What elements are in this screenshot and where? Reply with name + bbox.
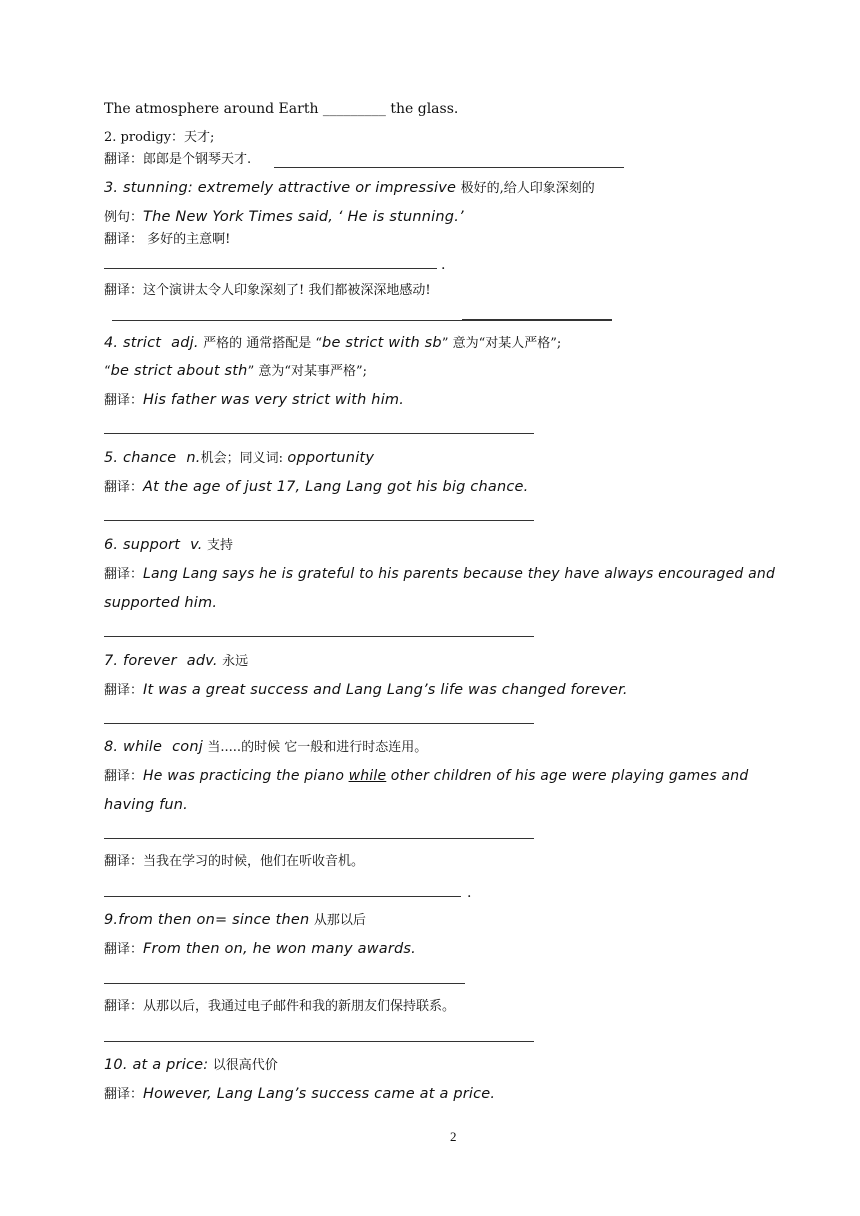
item-10-phrase: 10. at a price: — [104, 1057, 209, 1073]
item-5-translation — [104, 478, 528, 497]
item-8-word: 8. while — [104, 739, 163, 755]
answer-period: . — [441, 257, 446, 273]
answer-line — [104, 520, 534, 521]
item-9-translation-2: 翻译：从那以后，我通过电子邮件和我的新朋友们保持联系。 — [104, 999, 456, 1014]
item-10-heading — [104, 1056, 278, 1075]
example-text: The New York Times said, ‘ He is stunning.’ — [143, 209, 464, 225]
item-3-translation-1: 翻译： 多好的主意啊! — [104, 232, 231, 247]
item-4-translation — [104, 391, 404, 410]
answer-line — [104, 983, 465, 984]
item-4-collocation: be strict with sb — [322, 335, 442, 351]
item-3-translation-2: 翻译：这个演讲太令人印象深刻了! 我们都被深深地感动! — [104, 283, 431, 298]
item-4-second-collocation — [104, 362, 367, 381]
item-3-definition: 3. stunning: extremely attractive or impressive — [104, 180, 457, 196]
translate-text: However, Lang Lang’s success came at a price. — [143, 1086, 496, 1102]
underlined-while: while — [348, 768, 387, 784]
answer-line — [104, 838, 534, 839]
translate-text: Lang Lang says he is grateful to his parents because they have always encouraged and — [143, 566, 776, 582]
open-quote: “ — [104, 364, 111, 379]
translate-label: 翻译： — [104, 567, 144, 582]
item-4-heading — [104, 334, 561, 353]
item-7-pos: adv. — [186, 653, 218, 669]
item-6-word: 6. support — [104, 537, 181, 553]
translate-text: He was practicing the piano — [143, 768, 345, 784]
example-label: 例句： — [104, 210, 144, 225]
item-7-translation — [104, 681, 628, 700]
answer-line — [104, 433, 534, 434]
translate-text: It was a great success and Lang Lang’s life was changed forever. — [143, 682, 628, 698]
item-8-translation-2: 翻译：当我在学习的时候，他们在听收音机。 — [104, 854, 365, 869]
item-7-heading — [104, 652, 248, 671]
item-9-meaning: 从那以后 — [313, 913, 366, 928]
item-3-meaning: 极好的,给人印象深刻的 — [460, 181, 595, 196]
item-2-heading: 2. prodigy：天才; — [104, 130, 215, 145]
translate-text: His father was very strict with him. — [143, 392, 405, 408]
page-number: 2 — [450, 1129, 457, 1144]
answer-line — [104, 723, 534, 724]
item-8-pos: conj — [172, 739, 203, 755]
item-8-heading — [104, 738, 427, 757]
item-7-word: 7. forever — [104, 653, 177, 669]
translate-label: 翻译： — [104, 1087, 144, 1102]
item-6-translation-cont: supported him. — [104, 595, 218, 611]
item-10-meaning: 以很高代价 — [212, 1058, 278, 1073]
sentence-glass: The atmosphere around Earth _________ the glass. — [104, 101, 459, 117]
answer-period: . — [467, 885, 472, 901]
item-8-translation — [104, 767, 748, 786]
item-9-phrase: 9.from then on= since then — [104, 912, 310, 928]
item-6-pos: v. — [190, 537, 203, 553]
item-4-word: 4. strict — [104, 335, 162, 351]
item-10-translation — [104, 1085, 495, 1104]
item-2-translation: 翻译：郎郎是个钢琴天才. — [104, 152, 252, 167]
translate-text: From then on, he won many awards. — [143, 941, 416, 957]
item-3-example — [104, 208, 464, 227]
item-5-pos: n. — [186, 450, 201, 466]
translate-label: 翻译： — [104, 683, 144, 698]
item-4-collocation-meaning: ” 意为“对某人严格”; — [441, 336, 562, 351]
answer-line — [104, 268, 437, 269]
answer-line — [104, 636, 534, 637]
item-4-collocation-2: be strict about sth — [110, 363, 248, 379]
item-5-synonym: opportunity — [287, 450, 375, 466]
item-4-meaning: 严格的 通常搭配是 “ — [203, 336, 323, 351]
item-8-meaning: 当.....的时候 它一般和进行时态连用。 — [207, 740, 428, 755]
item-4-collocation-2-meaning: ” 意为“对某事严格”; — [247, 364, 368, 379]
item-4-pos: adj. — [171, 335, 199, 351]
item-9-translation — [104, 940, 416, 959]
translate-label: 翻译： — [104, 393, 144, 408]
item-6-heading — [104, 536, 233, 555]
translate-label: 翻译： — [104, 480, 144, 495]
item-5-word: 5. chance — [104, 450, 177, 466]
answer-line — [462, 319, 612, 321]
answer-line — [104, 1041, 534, 1042]
answer-line — [274, 167, 624, 168]
item-3-heading — [104, 179, 595, 198]
item-6-meaning: 支持 — [207, 538, 234, 553]
translate-text: At the age of just 17, Lang Lang got his big chance. — [143, 479, 529, 495]
answer-line — [112, 320, 462, 321]
item-8-translation-cont: having fun. — [104, 797, 188, 813]
item-5-meaning: 机会；同义词: — [200, 451, 283, 466]
translate-text-cont: other children of his age were playing games and — [390, 768, 749, 784]
translate-label: 翻译： — [104, 769, 144, 784]
translate-label: 翻译： — [104, 942, 144, 957]
item-6-translation — [104, 565, 775, 584]
item-9-heading — [104, 911, 366, 930]
item-5-heading — [104, 449, 374, 468]
item-7-meaning: 永远 — [222, 654, 249, 669]
answer-line — [104, 896, 461, 897]
